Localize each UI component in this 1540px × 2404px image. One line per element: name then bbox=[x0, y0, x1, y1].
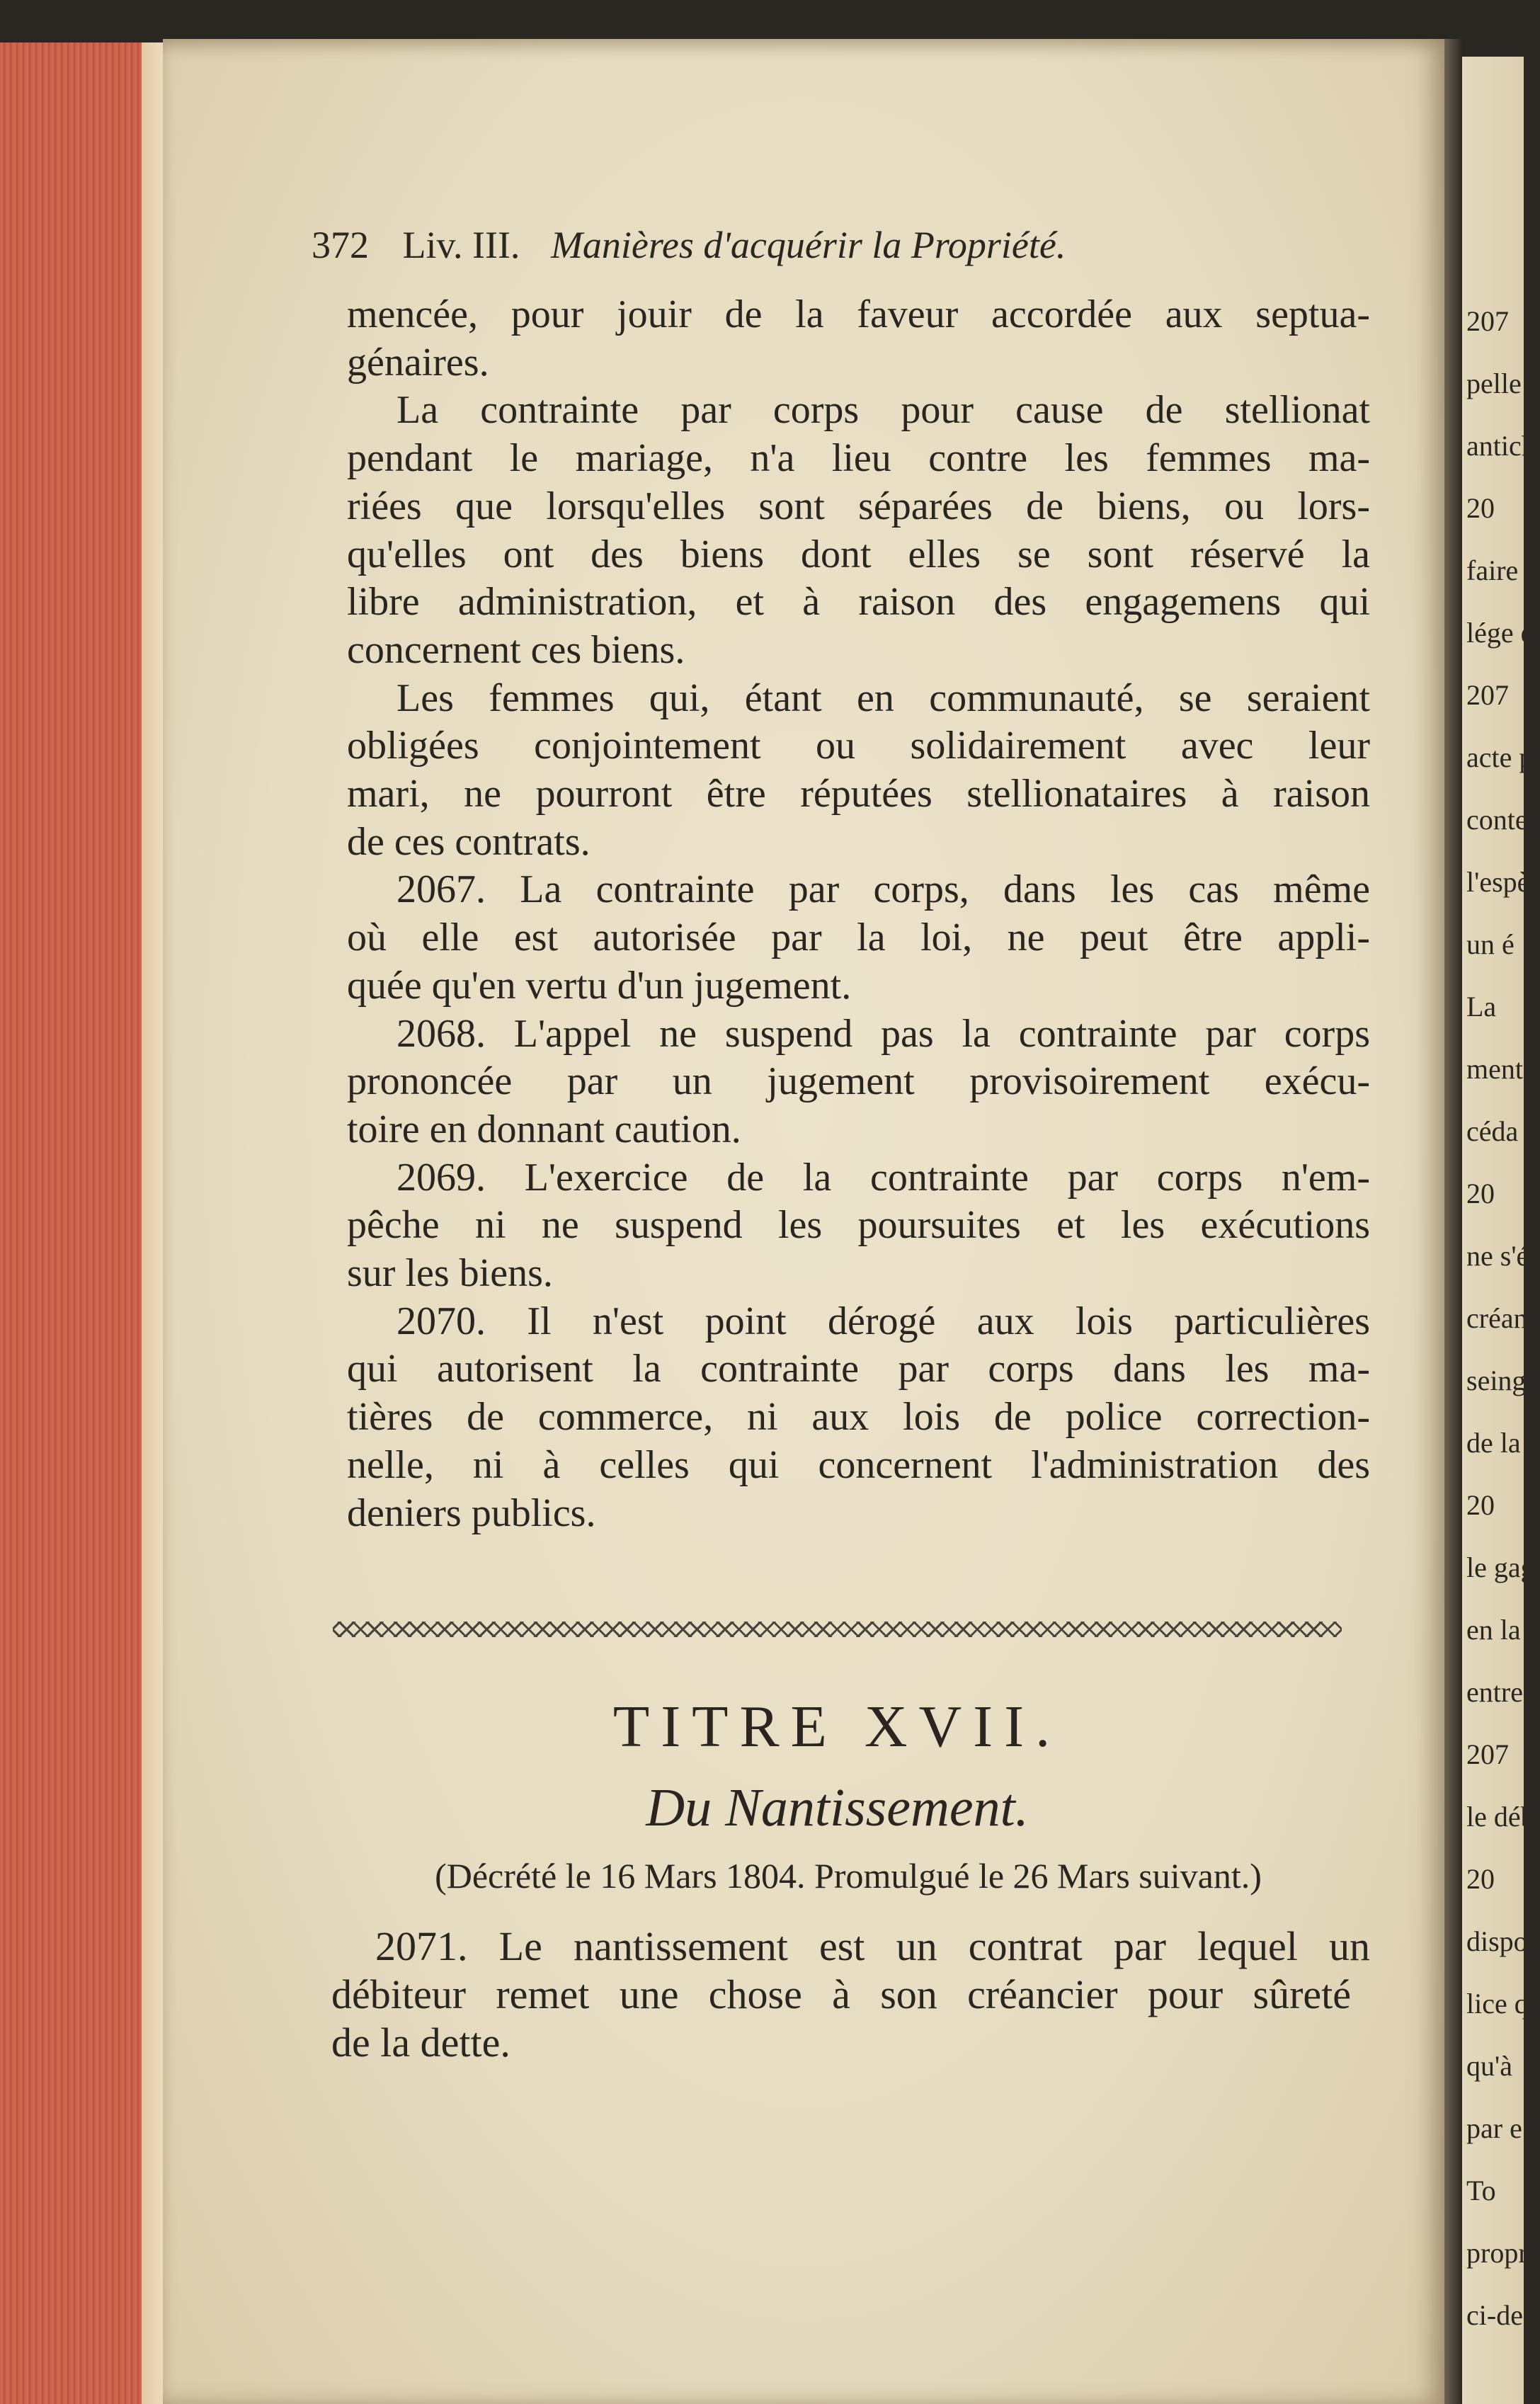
facing-page-fragment: antich bbox=[1466, 430, 1536, 462]
facing-page-fragment: 207 bbox=[1466, 1738, 1509, 1770]
facing-page-fragment: 20 bbox=[1466, 1863, 1495, 1895]
facing-page-fragment: conte bbox=[1466, 804, 1528, 836]
facing-page-fragment: créanc bbox=[1466, 1302, 1540, 1334]
text-line: Les femmes qui, étant en communauté, se seraient bbox=[397, 676, 1370, 720]
text-line: toire en donnant caution. bbox=[347, 1107, 741, 1151]
text-line: de ces contrats. bbox=[347, 819, 591, 864]
text-line: tières de commerce, ni aux lois de police correction- bbox=[347, 1395, 1370, 1440]
facing-page-fragment: ment bbox=[1466, 1053, 1523, 1085]
section-title: TITRE XVII. bbox=[612, 1694, 1062, 1760]
text-line: libre administration, et à raison des engagemens qui bbox=[347, 580, 1370, 625]
facing-page-fragment: seing bbox=[1466, 1365, 1527, 1396]
facing-page bbox=[1462, 57, 1540, 2404]
text-line: pendant le mariage, n'a lieu contre les femmes ma- bbox=[347, 436, 1370, 481]
text-line: qu'elles ont des biens dont elles se sont réservé la bbox=[347, 532, 1370, 576]
facing-page-fragment: pelle bbox=[1466, 368, 1522, 399]
text-line: La contrainte par corps pour cause de stellionat bbox=[397, 388, 1370, 433]
facing-page-fragment: 20 bbox=[1466, 492, 1495, 524]
text-line: mari, ne pourront être réputées stellionataires à raison bbox=[347, 772, 1370, 816]
facing-page-fragment: 207 bbox=[1466, 679, 1509, 711]
text-line: mencée, pour jouir de la faveur accordée aux septua- bbox=[347, 292, 1370, 336]
text-line: génaires. bbox=[347, 340, 489, 384]
section-subtitle: Du Nantissement. bbox=[646, 1778, 1029, 1838]
facing-page-fragment: acte p bbox=[1466, 741, 1534, 773]
text-line: riées que lorsqu'elles sont séparées de biens, ou lors- bbox=[347, 484, 1370, 528]
text-line: de la dette. bbox=[331, 2020, 511, 2066]
facing-page-fragment: entre l bbox=[1466, 1676, 1539, 1708]
text-line: qui autorisent la contrainte par corps dans les ma- bbox=[347, 1347, 1370, 1391]
text-line: sur les biens. bbox=[347, 1251, 553, 1295]
facing-page-fragment: ne s'é bbox=[1466, 1240, 1529, 1272]
text-line: 2069. L'exercice de la contrainte par corps n'em- bbox=[397, 1155, 1370, 1200]
decree-note: (Décrété le 16 Mars 1804. Promulgué le 26 Mars suivant.) bbox=[435, 1856, 1262, 1896]
page-number: 372 bbox=[312, 224, 369, 266]
facing-page-fragment: le gag bbox=[1466, 1551, 1535, 1583]
text-line: obligées conjointement ou solidairement avec leur bbox=[347, 724, 1370, 768]
facing-page-fragment: de la bbox=[1466, 1427, 1521, 1459]
facing-page-fragment: propr bbox=[1466, 2237, 1528, 2269]
text-line: prononcée par un jugement provisoirement exécu- bbox=[347, 1059, 1370, 1104]
running-title: Manières d'acquérir la Propriété. bbox=[550, 224, 1066, 266]
text-line: nelle, ni à celles qui concernent l'administration des bbox=[347, 1442, 1370, 1487]
text-line: 2070. Il n'est point dérogé aux lois particulières bbox=[397, 1299, 1370, 1343]
facing-page-fragment: lice q bbox=[1466, 1988, 1529, 2020]
facing-page-fragment: un é bbox=[1466, 928, 1515, 960]
text-line: 2067. La contrainte par corps, dans les cas même bbox=[397, 867, 1370, 912]
text-line: deniers publics. bbox=[347, 1491, 596, 1535]
running-header bbox=[312, 223, 1338, 280]
facing-page-fragment: 20 bbox=[1466, 1178, 1495, 1209]
facing-page-fragment: 20 bbox=[1466, 1489, 1495, 1521]
facing-page-fragment: La bbox=[1466, 991, 1497, 1022]
text-line: concernent ces biens. bbox=[347, 627, 685, 672]
facing-page-fragment: To bbox=[1466, 2175, 1496, 2206]
facing-page-fragment: qu'à bbox=[1466, 2050, 1512, 2082]
facing-page-fragment: céda bbox=[1466, 1115, 1519, 1147]
facing-page-fragment: l'espè bbox=[1466, 866, 1530, 898]
book-reference: Liv. III. bbox=[402, 224, 520, 266]
text-line: 2071. Le nantissement est un contrat par lequel un bbox=[375, 1923, 1370, 1969]
facing-page-fragment: en la bbox=[1466, 1614, 1521, 1646]
facing-page-fragment: faire bbox=[1466, 554, 1519, 586]
facing-page-fragment: lége e bbox=[1466, 617, 1534, 649]
text-line: débiteur remet une chose à son créancier pour sûreté bbox=[331, 1971, 1351, 2017]
facing-page-fragment: le déb bbox=[1466, 1801, 1535, 1833]
text-line: où elle est autorisée par la loi, ne peut être appli- bbox=[347, 916, 1370, 960]
text-line: 2068. L'appel ne suspend pas la contrainte par corps bbox=[397, 1011, 1370, 1056]
page-edge-gilt bbox=[0, 42, 163, 2404]
text-line: quée qu'en vertu d'un jugement. bbox=[347, 963, 852, 1008]
facing-page-fragment: 207 bbox=[1466, 305, 1509, 337]
facing-page-fragment: par e bbox=[1466, 2112, 1522, 2144]
facing-page-fragment: dispo bbox=[1466, 1925, 1528, 1957]
text-line: pêche ni ne suspend les poursuites et les exécutions bbox=[347, 1203, 1370, 1248]
book-gutter bbox=[1444, 39, 1462, 2404]
facing-page-fragment: ci-des bbox=[1466, 2299, 1534, 2331]
decorative-rule bbox=[333, 1622, 1342, 1637]
